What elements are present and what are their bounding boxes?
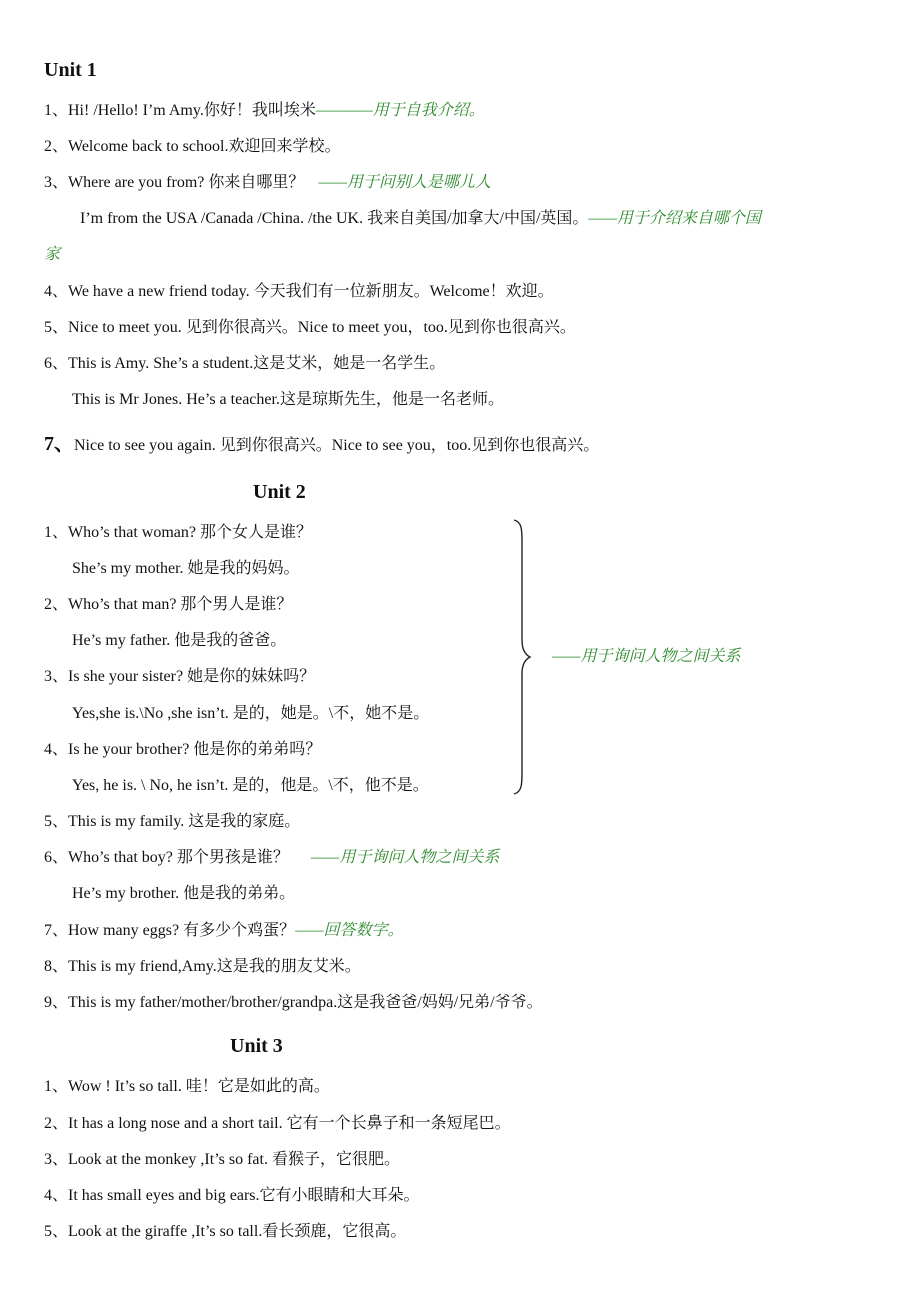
unit-2-heading: Unit 2 (253, 481, 306, 503)
unit2-line-7 (44, 921, 404, 941)
unit1-line-7-text: Nice to see you again. 见到你很高兴。Nice to see you，too.见到你也很高兴。 (74, 437, 600, 454)
unit2-line-9: 9、This is my father/mother/brother/grandpa.这是我爸爸/妈妈/兄弟/爷爷。 (44, 994, 543, 1011)
unit2-line-2b: He’s my father. 他是我的爸爸。 (72, 632, 287, 649)
unit2-line-3: 3、Is she your sister? 她是你的妹妹吗？ (44, 668, 316, 685)
unit2-line-6 (44, 848, 499, 868)
unit1-line-7-number: 7、 (44, 433, 74, 455)
unit-3-heading: Unit 3 (230, 1035, 283, 1057)
unit1-line-4: 4、We have a new friend today. 今天我们有一位新朋友。Welcome！欢迎。 (44, 283, 554, 300)
unit3-line-2: 2、It has a long nose and a short tail. 它有一个长鼻子和一条短尾巴。 (44, 1115, 511, 1132)
unit1-line-1-note: ————用于自我介绍。 (315, 102, 485, 119)
unit3-line-3: 3、Look at the monkey ,It’s so fat. 看猴子，它很肥。 (44, 1151, 400, 1168)
unit1-line-3b-note-cont: 家 (44, 246, 61, 263)
unit1-line-6b: This is Mr Jones. He’s a teacher.这是琼斯先生，他是一名老师。 (72, 391, 504, 408)
unit2-line-6b: He’s my brother. 他是我的弟弟。 (72, 885, 296, 902)
unit2-line-6-text: 6、Who’s that boy? 那个男孩是谁？ (44, 849, 289, 866)
unit1-line-1 (44, 101, 485, 121)
unit2-line-1: 1、Who’s that woman? 那个女人是谁？ (44, 524, 312, 541)
unit1-line-7 (44, 434, 599, 456)
unit2-brace-note: ——用于询问人物之间关系 (552, 648, 741, 665)
unit2-line-4: 4、Is he your brother? 他是你的弟弟吗？ (44, 741, 322, 758)
unit1-line-1-text: 1、Hi! /Hello! I’m Amy.你好！我叫埃米 (44, 102, 316, 119)
unit2-line-4b: Yes, he is. \ No, he isn’t. 是的，他是。\不，他不是。 (72, 777, 429, 794)
unit1-line-3b-note: ——用于介绍来自哪个国 (588, 210, 761, 227)
unit2-line-7-text: 7、How many eggs? 有多少个鸡蛋？ (44, 922, 296, 939)
unit1-line-3 (44, 173, 491, 193)
unit1-line-3-note: ——用于问别人是哪儿人 (318, 174, 491, 191)
unit2-line-6-note: ——用于询问人物之间关系 (310, 849, 500, 866)
unit-1-heading: Unit 1 (44, 59, 97, 81)
unit2-line-3b: Yes,she is.\No ,she isn’t. 是的，她是。\不，她不是。 (72, 705, 430, 722)
unit2-line-5: 5、This is my family. 这是我的家庭。 (44, 813, 301, 830)
unit1-line-3-text: 3、Where are you from? 你来自哪里？ (44, 174, 305, 191)
unit1-line-2: 2、Welcome back to school.欢迎回来学校。 (44, 138, 341, 155)
unit2-line-7-note: ——回答数字。 (295, 922, 404, 939)
right-curly-brace (508, 518, 538, 796)
unit3-line-5: 5、Look at the giraffe ,It’s so tall.看长颈鹿，它很高。 (44, 1223, 407, 1240)
unit1-line-3b (80, 209, 761, 229)
unit3-line-4: 4、It has small eyes and big ears.它有小眼睛和大耳朵。 (44, 1187, 420, 1204)
unit2-line-8: 8、This is my friend,Amy.这是我的朋友艾米。 (44, 958, 361, 975)
unit1-line-6: 6、This is Amy. She’s a student.这是艾米，她是一名学生。 (44, 355, 446, 372)
unit1-line-3b-text: I’m from the USA /Canada /China. /the UK. 我来自美国/加拿大/中国/英国。 (80, 210, 589, 227)
unit3-line-1: 1、Wow ! It’s so tall. 哇！它是如此的高。 (44, 1078, 330, 1095)
unit2-line-1b: She’s my mother. 她是我的妈妈。 (72, 560, 300, 577)
unit2-line-2: 2、Who’s that man? 那个男人是谁？ (44, 596, 293, 613)
unit1-line-5: 5、Nice to meet you. 见到你很高兴。Nice to meet you，too.见到你也很高兴。 (44, 319, 576, 336)
